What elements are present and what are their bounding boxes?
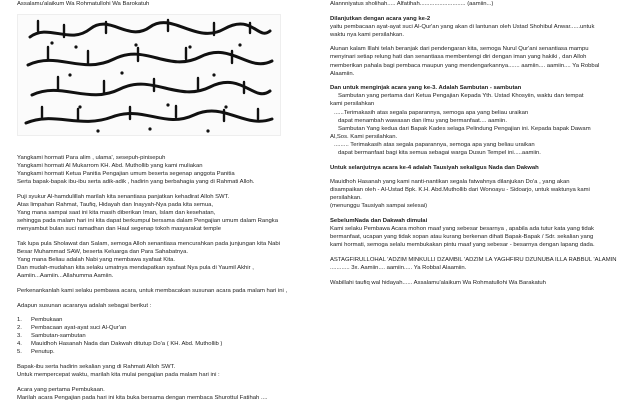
praise-line: Yang mana sampai saat ini kita masih diberikan Iman, Islam dan kesehatan, <box>17 210 216 217</box>
section-3-line: dapat menambah wawasan dan ilmu yang bermanfaat.... aamiin. <box>338 117 507 124</box>
praise-line: menyambut bulan suci ramadhan dan Haul segenap tokoh masyarakat temple <box>17 226 222 233</box>
closing-line: Untuk mempercepat waktu, marilah kita mulai pengajian pada malam hari ini : <box>17 372 220 379</box>
section-5-title: SebelumNada dan Dakwah dimulai <box>330 218 428 225</box>
list-item-text: Mauidhoh Hasanah Nada dan Dakwah ditutup Do'a ( KH. Abd. Muthollib ) <box>31 341 223 348</box>
honors-block <box>17 154 314 186</box>
greeting: Assalamu'alaikum Wa Rohmatullohi Wa Barokatuh <box>17 1 150 7</box>
sholawat-block <box>17 240 314 280</box>
section-3-title: Dan untuk menginjak acara yang ke-3. Adalah Sambutan - sambutan <box>330 85 522 92</box>
section-2-title: Dilanjutkan dengan acara yang ke-2 <box>330 15 431 22</box>
list-item-number: 5. <box>17 349 22 356</box>
section-4-line: (menunggu Tausiyah sampai selesai) <box>330 203 428 210</box>
list-item-text: Penutup. <box>31 349 55 356</box>
list-item-number: 1. <box>17 317 22 324</box>
sholawat-line: Aamiin...Aamiin...Allahumma Aamiin. <box>17 273 114 280</box>
list-item-number: 4. <box>17 341 22 348</box>
praise-block <box>17 193 314 233</box>
section-3-line: ......... Terimakasih atas segala paparannya, semoga apa yang beliau uraikan <box>334 141 535 148</box>
section-3-line: Al,Sos. Kami persilahkan. <box>330 133 398 140</box>
section-2-line: waktu nya kami persilahkan. <box>330 31 404 38</box>
sholawat-line: Yang mana Beliau adalah Nabi yang membawa syafaat Kita. <box>17 257 176 264</box>
list-item-number: 3. <box>17 333 22 340</box>
agenda-list <box>17 316 314 356</box>
honor-line: Yangkami hormati Para alim , ulama', sesepuh-pinisepuh <box>17 155 166 162</box>
list-item-text: Pembacaan ayat-ayat suci Al-Qur'an <box>31 325 127 332</box>
list-item <box>17 316 314 324</box>
fatihah-line: Alannniyatus sholihah..... Alfatihah............................ (aamiin...) <box>330 1 494 7</box>
section-3-line: dapat bermanfaat bagi kita semua sebagai warga Dusun Tempel ini.....aamiin. <box>338 150 541 156</box>
honor-line: Yangkami hormati Al Mukarrom KH. Abd. Muthollib yang kami muliakan <box>17 163 203 170</box>
section-3-line: ......Terimakasih atas segala paparannya, semoga apa yang beliau uraikan <box>334 109 529 116</box>
calligraphy-icon <box>18 15 280 135</box>
prayer-line: memberikan pahala bagi pembaca maupun yang mendengarkannya....... aamiin.... aamiin.... Ya Robbal <box>330 62 600 69</box>
honor-line: Yangkami hormati Ketua Panitia Pengajian umum beserta segenap anggota Panitia <box>17 171 235 178</box>
section-2-line: yaitu pembacaan ayat-ayat suci Al-Qur'an yang akan di lantunan oleh Ustad Shohibul Anwar......untuk <box>330 23 595 30</box>
closing-line: Bapak-ibu serta hadirin sekalian yang di Rahmati Alloh SWT. <box>17 364 176 371</box>
list-item-number: 2. <box>17 325 22 332</box>
section-4-line: Mauidhoh Hasanah yang kami nanti-nantikan segala fatwahnya dilanjukan Do'a , yang akan <box>330 179 570 186</box>
left-column <box>17 0 314 402</box>
right-column <box>330 0 628 287</box>
wabillahi-line: Wabillahi taufiq wal hidayah...... Assalamu'alaikum Wa Rohmatullohi Wa Barakatuh <box>330 279 546 286</box>
prayer-line: Alaamiin. <box>330 70 355 77</box>
sholawat-line: Besar Muhammad SAW, beserta Keluarga dan Para Sahabatnya. <box>17 249 189 256</box>
section-5-line: kami hormati, semoga selalu membukakan pintu maaf yang sebesar - besarnya dengan lapang dada. <box>330 242 595 249</box>
list-item <box>17 324 314 332</box>
praise-line: Puji syukur Al-hamdulillah marilah kita senantiasa panjatkan kehadirat Alloh SWT. <box>17 193 230 200</box>
istighfar-line: ............ 3x. Aamiin.... aamiin..... Ya Robbal Alaamiin. <box>330 265 467 272</box>
praise-line: sehingga pada malam hari ini kita dapat berkumpul bersama dalam Pengajian umum dalam Rangka <box>17 218 278 225</box>
section-4-line: disampaikan oleh - Al-Ustad Bpk. K.H. Abd.Muthollib dari Wonoayu - Sidoarjo, untuk waktunya kami <box>330 187 590 194</box>
list-item <box>17 348 314 356</box>
prayer-line: menyinari setiap relung hati dan senantiasa membentengi diri dengan iman yang hakiki , dan Alloh <box>330 54 587 61</box>
section-5-line: bermanfaat, ucapan yang tidak sopan atau kurang berkenan dihati Bapak-Bapak / Sdr. sekalian yang <box>330 234 594 241</box>
basmalah-calligraphy-image <box>17 14 281 136</box>
section-3-line: Sambutan Yang kedua dari Bapak Kades selaga Pelindung Pengajian ini. Kepada bapak Dawam <box>338 125 591 132</box>
sholawat-line: Tak lupa pula Sholawat dan Salam, semoga Alloh senantiasa mencurahkan pada junjungan kita Nabi <box>17 240 280 247</box>
list-item-text: Sambutan-sambutan <box>31 333 86 340</box>
section-5-line: Kami selaku Pembawa Acara mohon maaf yang sebesar besarnya , apabila ada tutur kata yang tidak <box>330 226 594 233</box>
list-item <box>17 332 314 340</box>
section-3-line: Sambutan yang pertama dari Ketua Pengajian Kepada Yth. Ustad Khosyiin, waktu dan tempat <box>338 93 584 100</box>
section-3-line: kami persilahkan <box>330 101 375 108</box>
list-item-text: Pembukaan <box>31 317 63 324</box>
list-item <box>17 340 314 348</box>
praise-line: Atas limpahan Rahmat, Taufiq, Hidayah dan Inayyah-Nya pada kita semua, <box>17 202 214 209</box>
honor-line: Serta bapak-bapak ibu-ibu serta adik-adik , hadirin yang berbahagia yang di Rahmati Alloh. <box>17 179 255 186</box>
agenda-intro: Adapun susunan acaranya adalah sebagai berikut : <box>17 302 152 309</box>
section-4-title: Untuk selanjutnya acara ke-4 adalah Tausiyah sekaligus Nada dan Dakwah <box>330 164 539 171</box>
sholawat-line: Dan mudah-mudahan kita selaku umatnya mendapatkan syafaat Nya pula di Yaumil Akhir , <box>17 265 254 272</box>
istighfar-line: ASTAGFIRULLOHAL 'ADZIM MINKULLI DZAMBIL 'ADZIM LA YAGHFIRU DZUNUBA ILLA RABBUL 'ALAMIN <box>330 256 617 263</box>
section-4-line: persilahkan. <box>330 195 362 202</box>
prayer-line: Alunan kalam Illahi telah beranjak dari pendengaran kita, semoga Nurul Qur'ani senantiasa mampu <box>330 46 589 53</box>
first-agenda-line: Acara yang pertama Pembukaan. <box>17 386 105 393</box>
intro-line: Perkenankanlah kami selaku pembawa acara, untuk membacakan susunan acara pada malam hari ini , <box>17 287 288 294</box>
first-agenda-line: Marilah acara Pengajian pada hari ini kita buka bersama dengan membaca Shurottul Fatihah .... <box>17 394 268 401</box>
